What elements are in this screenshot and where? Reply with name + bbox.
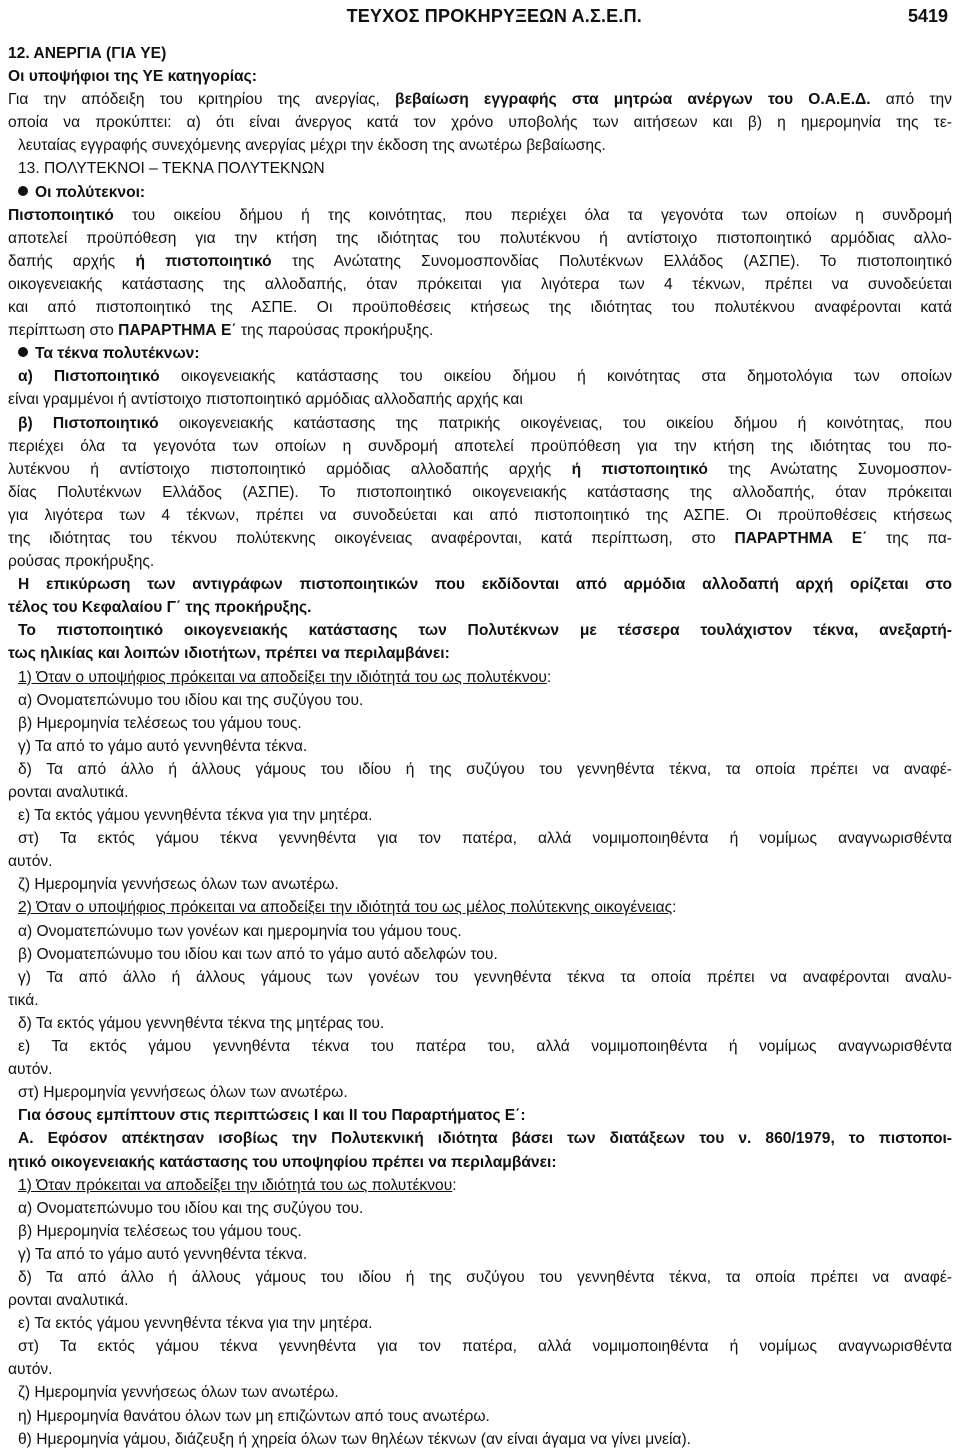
bullet-icon <box>18 347 28 357</box>
list-item: α) Ονοματεπώνυμο των γονέων και ημερομηνία του γάμου τους. <box>18 922 462 940</box>
paragraph-line: οικογενειακής κατάστασης της αλλοδαπής, όταν πρόκειται για λιγότερα των 4 τέκνων, πρέπει να συνοδεύεται <box>8 275 952 293</box>
four-children-heading: τως ηλικίας και λοιπών ιδιοτήτων, πρέπει να περιλαμβάνει: <box>8 645 450 663</box>
list-item: αυτόν. <box>8 1061 53 1079</box>
clause-a-heading: Α. Εφόσον απέκτησαν ισοβίως την Πολυτεκνική ιδιότητα βάσει των διατάξεων του ν. 860/1979, το πιστοποι- <box>18 1130 952 1148</box>
paragraph-line: ρούσας προκήρυξης. <box>8 553 155 571</box>
list-item: αυτόν. <box>8 853 53 871</box>
list-item: δ) Τα από άλλο ή άλλους γάμους του ιδίου ή της συζύγου του γεννηθέντα τέκνα, τα οποία πρέπει να αναφέ- <box>18 1268 952 1286</box>
clause-a-case-1-list <box>8 1197 952 1451</box>
paragraph-line: λυτέκνου ή αντίστοιχο πιστοποιητικό αρμόδιας αλλοδαπής αρχής ή πιστοποιητικό της Ανώτατης Συνομοσπον- <box>8 460 952 478</box>
list-item: τικά. <box>8 991 39 1009</box>
list-item: β) Ονοματεπώνυμο του ιδίου και των από το γάμο αυτό αδελφών του. <box>18 945 498 963</box>
list-item: στ) Τα εκτός γάμου τέκνα γεννηθέντα για τον πατέρα, αλλά νομιμοποιηθέντα ή νομίμως αναγνωρισθέντα <box>18 1338 952 1356</box>
clause-a-heading: ητικό οικογενειακής κατάστασης του υποψηφίου πρέπει να περιλαμβάνει: <box>8 1153 557 1171</box>
clause-a-case-1-heading: 1) Όταν πρόκειται να αποδείξει την ιδιότητά του ως πολυτέκνου: <box>18 1176 457 1194</box>
four-children-heading: Το πιστοποιητικό οικογενειακής κατάστασης των Πολυτέκνων με τέσσερα τουλάχιστον τέκνα, ανεξαρτή- <box>18 622 952 640</box>
list-item: δ) Τα από άλλο ή άλλους γάμους του ιδίου ή της συζύγου του γεννηθέντα τέκνα, τα οποία πρέπει να αναφέ- <box>18 760 952 778</box>
paragraph-line: δίας Πολυτέκνων Ελλάδος (ΑΣΠΕ). Το πιστοποιητικό οικογενειακής κατάστασης της αλλοδαπής, όταν πρόκειται <box>8 483 952 501</box>
list-item: γ) Τα από άλλο ή άλλους γάμους των γονέων του γεννηθέντα τέκνα τα οποία πρέπει να αναφέρονται αναλυ- <box>18 968 952 986</box>
validation-note: τέλος του Κεφαλαίου Γ΄ της προκήρυξης. <box>8 599 312 617</box>
case-2-heading: 2) Όταν ο υποψήφιος πρόκειται να αποδείξει την ιδιότητά του ως μέλος πολύτεκνης οικογένειας: <box>18 899 677 917</box>
list-item: β) Ημερομηνία τελέσεως του γάμου τους. <box>18 714 302 732</box>
case-1-heading: 1) Όταν ο υποψήφιος πρόκειται να αποδείξει την ιδιότητά του ως πολυτέκνου: <box>18 668 552 686</box>
list-item: δ) Τα εκτός γάμου γεννηθέντα τέκνα της μητέρας του. <box>18 1014 385 1032</box>
list-item: ζ) Ημερομηνία γεννήσεως όλων των ανωτέρω. <box>18 1384 339 1402</box>
bullet-icon <box>18 186 28 196</box>
list-item: γ) Τα από το γάμο αυτό γεννηθέντα τέκνα. <box>18 1245 308 1263</box>
section-12-subheading: Οι υποψήφιοι της ΥΕ κατηγορίας: <box>8 68 257 86</box>
list-item: β) Ημερομηνία τελέσεως του γάμου τους. <box>18 1222 302 1240</box>
cases-heading: Για όσους εμπίπτουν στις περιπτώσεις Ι και ΙΙ του Παραρτήματος Ε΄: <box>18 1107 526 1125</box>
section-13-heading: 13. ΠΟΛΥΤΕΚΝΟΙ – ΤΕΚΝΑ ΠΟΛΥΤΕΚΝΩΝ <box>18 160 325 178</box>
list-item: γ) Τα από το γάμο αυτό γεννηθέντα τέκνα. <box>18 737 308 755</box>
list-item: αυτόν. <box>8 1361 53 1379</box>
case-2-list <box>8 920 952 1105</box>
paragraph-line: περίπτωση στο ΠΑΡΑΡΤΗΜΑ Ε΄ της παρούσας προκήρυξης. <box>8 322 434 340</box>
paragraph-line: δαπής αρχής ή πιστοποιητικό της Ανώτατης Συνομοσπονδίας Πολυτέκνων Ελλάδος (ΑΣΠΕ). Το πιστοποιητικό <box>8 252 952 270</box>
list-item: α) Ονοματεπώνυμο του ιδίου και της συζύγου του. <box>18 691 364 709</box>
paragraph-line: της ιδιότητας του τέκνου πολύτεκνης οικογένειας αναφέρονται, κατά περίπτωση, στο ΠΑΡΑΡΤΗΜΑ Ε΄ της πα- <box>8 529 952 547</box>
list-item: ζ) Ημερομηνία γεννήσεως όλων των ανωτέρω. <box>18 876 339 894</box>
list-item: ρονται αναλυτικά. <box>8 784 129 801</box>
paragraph-line: οποία να προκύπτει: α) ότι είναι άνεργος κατά τον χρόνο υποβολής των αιτήσεων και β) η ημερομηνία της τε- <box>8 114 952 132</box>
paragraph-line: για λιγότερα των 4 τέκνων, πρέπει να συνοδεύεται και από πιστοποιητικό της ΑΣΠΕ. Οι προϋποθέσεις κτήσεως <box>8 506 952 524</box>
paragraph-line: Για την απόδειξη του κριτηρίου της ανεργίας, βεβαίωση εγγραφής στα μητρώα ανέργων του Ο.Α.Ε.Δ. από την <box>8 91 952 109</box>
paragraph-line: είναι γραμμένοι ή αντίστοιχο πιστοποιητικό αρμόδιας αλλοδαπής αρχής και <box>8 391 523 409</box>
list-item: στ) Ημερομηνία γεννήσεως όλων των ανωτέρω. <box>18 1084 348 1102</box>
page-header <box>0 6 960 30</box>
list-item: στ) Τα εκτός γάμου τέκνα γεννηθέντα για τον πατέρα, αλλά νομιμοποιηθέντα ή νομίμως αναγνωρισθέντα <box>18 830 952 848</box>
list-item: η) Ημερομηνία θανάτου όλων των μη επιζώντων από τους ανωτέρω. <box>18 1407 490 1425</box>
paragraph-line: περιέχει όλα τα γεγονότα των οποίων η συνδρομή αποτελεί προϋπόθεση για την κτήση της ιδιότητας του πο- <box>8 437 952 455</box>
paragraph-line: β) Πιστοποιητικό οικογενειακής κατάστασης της πατρικής οικογένειας, του οικείου δήμου ή κοινότητας, που <box>18 414 952 432</box>
paragraph-line: λευταίας εγγραφής συνεχόμενης ανεργίας μέχρι την έκδοση της ανωτέρω βεβαίωσης. <box>18 137 606 155</box>
page-number: 5419 <box>907 6 948 26</box>
list-item: ε) Τα εκτός γάμου γεννηθέντα τέκνα για την μητέρα. <box>18 807 373 825</box>
paragraph-line: αποτελεί προϋπόθεση για την κτήση της ιδιότητας του πολυτέκνου ή αντίστοιχο πιστοποιητικό αρμόδιας αλλο- <box>8 229 952 247</box>
case-1-list <box>8 689 952 897</box>
paragraph-line: Πιστοποιητικό του οικείου δήμου ή της κοινότητας, που περιέχει όλα τα γεγονότα των οποίων η συνδρομή <box>8 206 952 224</box>
validation-note: Η επικύρωση των αντιγράφων πιστοποιητικών που εκδίδονται από αρμόδια αλλοδαπή αρχή ορίζεται στο <box>18 576 952 594</box>
children-heading: Τα τέκνα πολυτέκνων: <box>8 342 952 365</box>
list-item: α) Ονοματεπώνυμο του ιδίου και της συζύγου του. <box>18 1199 364 1217</box>
publication-title: ΤΕΥΧΟΣ ΠΡΟΚΗΡΥΞΕΩΝ Α.Σ.Ε.Π. <box>346 6 642 26</box>
parents-heading: Οι πολύτεκνοι: <box>8 181 952 204</box>
paragraph-line: και από πιστοποιητικό της ΑΣΠΕ. Οι προϋποθέσεις κτήσεως της ιδιότητας του πολυτέκνου αναφέρονται κατά <box>8 299 952 317</box>
list-item: ε) Τα εκτός γάμου γεννηθέντα τέκνα για την μητέρα. <box>18 1315 373 1333</box>
paragraph-line: α) Πιστοποιητικό οικογενειακής κατάστασης του οικείου δήμου ή κοινότητας στα δημοτολόγια των οποίων <box>18 368 952 386</box>
list-item: ρονται αναλυτικά. <box>8 1292 129 1310</box>
list-item: ε) Τα εκτός γάμου γεννηθέντα τέκνα του πατέρα του, αλλά νομιμοποιηθέντα ή νομίμως αναγνωρισθέντα <box>18 1038 952 1056</box>
document-body <box>8 42 952 1451</box>
section-12-heading: 12. ΑΝΕΡΓΙΑ (ΓΙΑ ΥΕ) <box>8 45 167 62</box>
list-item: θ) Ημερομηνία γάμου, διάζευξη ή χηρεία όλων των θηλέων τέκνων (αν είναι άγαμα να γίνει μνεία). <box>18 1430 691 1448</box>
